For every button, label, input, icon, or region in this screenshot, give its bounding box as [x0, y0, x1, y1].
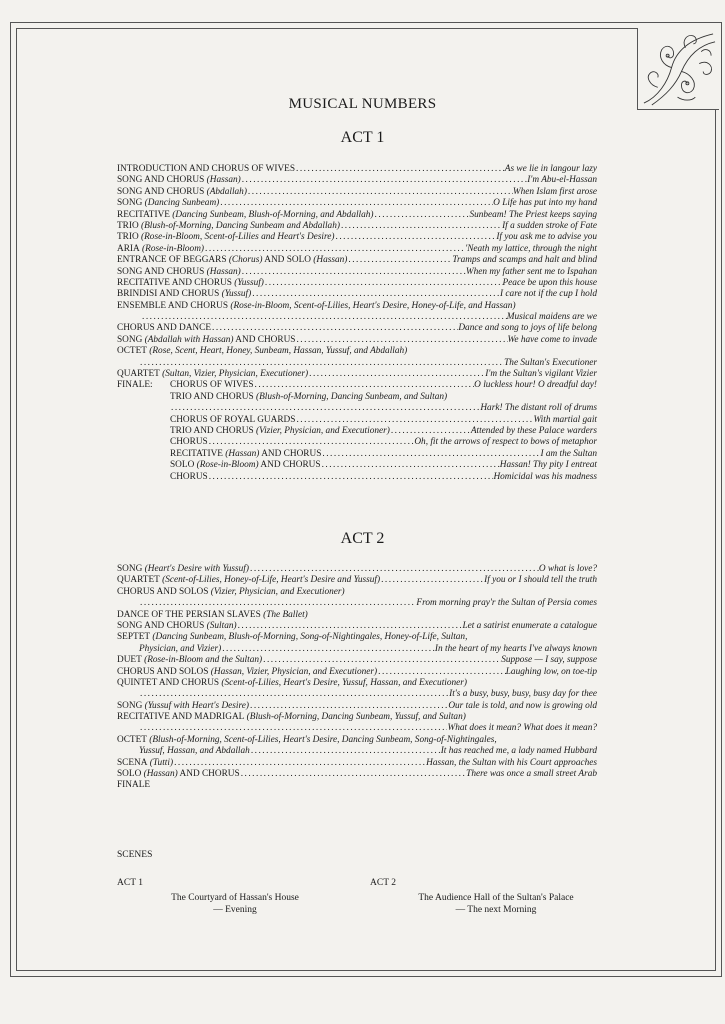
- number-performers: (Rose-in-Bloom, Scent-of-Lilies, Heart's Desire, Honey-of-Life, and Hassan): [228, 300, 516, 311]
- number-performers: (Rose-in-Bloom, Scent-of-Lilies and Heart's Desire): [138, 232, 335, 243]
- scene-act2-time: — The next Morning: [455, 905, 537, 915]
- number-title: [117, 678, 467, 688]
- number-first-line: Attended by these Palace warders: [470, 425, 597, 436]
- number-performers: (Vizier, Physician, and Executioner): [253, 425, 390, 436]
- act2-number-row: [117, 644, 597, 655]
- number-performers: (Rose-in-Bloom): [194, 460, 259, 471]
- number-first-line: Laughing low, on toe-tip: [505, 666, 597, 677]
- number-title: [170, 460, 321, 471]
- number-first-line: O Life has put into my hand: [493, 198, 597, 209]
- number-type: FINALE: [117, 780, 151, 791]
- number-title: [117, 701, 249, 712]
- dot-leader: [221, 644, 435, 655]
- number-performers: (Dancing Sunbeam, Blush-of-Morning, and Abdallah): [169, 209, 374, 220]
- dot-leader: [204, 244, 465, 255]
- number-type: RECITATIVE AND MADRIGAL: [117, 712, 245, 723]
- dot-leader: [295, 164, 505, 175]
- act2-musical-numbers-list: [117, 564, 597, 792]
- number-first-line: I'm the Sultan's vigilant Vizier: [485, 369, 597, 380]
- number-first-line: I'm Abu-el-Hassan: [527, 175, 597, 186]
- number-type: SCENA: [117, 757, 148, 768]
- number-performers: (The Ballet): [260, 609, 308, 620]
- act2-number-row: [117, 701, 597, 712]
- act2-number-row: [117, 575, 597, 586]
- number-first-line: Sunbeam! The Priest keeps saying: [469, 209, 597, 220]
- dot-leader: [139, 723, 447, 734]
- act1-number-row: [117, 164, 597, 175]
- number-first-line: I care not if the cup I hold: [500, 289, 597, 300]
- act1-number-row: [117, 267, 597, 278]
- act1-number-row: [117, 380, 597, 391]
- act2-number-row: [117, 632, 597, 643]
- number-type: CHORUS OF WIVES: [170, 380, 254, 391]
- number-type: QUINTET AND CHORUS: [117, 677, 220, 688]
- act1-number-row: [117, 426, 597, 437]
- dot-leader: [249, 701, 448, 712]
- act2-number-row: [117, 689, 597, 700]
- number-type: SONG: [117, 700, 143, 711]
- number-performers: (Tutti): [147, 757, 174, 768]
- act1-number-row: [117, 278, 597, 289]
- number-title: [117, 735, 497, 745]
- number-type: CHORUS: [170, 471, 208, 482]
- number-performers: (Hassan): [204, 175, 241, 186]
- dot-leader: [241, 175, 528, 186]
- number-title: [117, 575, 380, 586]
- act2-number-row: [117, 723, 597, 734]
- number-type: RECITATIVE AND CHORUS: [117, 277, 232, 288]
- dot-leader: [173, 758, 426, 769]
- number-performers: (Abdallah): [204, 186, 247, 197]
- finale-label: FINALE:: [117, 380, 153, 391]
- number-type-extra: AND CHORUS: [233, 334, 296, 345]
- number-type: TRIO AND CHORUS: [170, 425, 254, 436]
- number-first-line: When my father sent me to Ispahan: [465, 266, 597, 277]
- number-performers: (Sultan): [204, 620, 237, 631]
- number-type: INTRODUCTION AND CHORUS OF WIVES: [117, 164, 296, 174]
- number-type-extra: AND CHORUS: [259, 448, 322, 459]
- number-title: [170, 449, 321, 460]
- number-type: SONG AND CHORUS: [117, 620, 205, 631]
- number-title: [117, 278, 264, 289]
- number-type: SONG AND CHORUS: [117, 186, 205, 197]
- number-first-line: The Sultan's Executioner: [504, 357, 597, 368]
- number-performers: (Blush-of-Morning, Dancing Sunbeam, Yussuf, and Sultan): [244, 712, 466, 723]
- number-type: SONG: [117, 198, 143, 209]
- dot-leader: [295, 415, 533, 426]
- scenes-heading: SCENES: [117, 850, 153, 860]
- act1-number-row: [117, 335, 597, 346]
- number-performers: (Chorus): [226, 255, 263, 266]
- number-title: [117, 187, 247, 198]
- act1-number-row: [117, 392, 597, 403]
- act1-heading: ACT 1: [340, 129, 385, 146]
- number-type: ENTRANCE OF BEGGARS: [117, 255, 227, 266]
- number-title: [117, 632, 467, 642]
- act2-number-row: [117, 587, 597, 598]
- number-first-line: It's a busy, busy, busy, busy day for thee: [449, 689, 597, 700]
- number-first-line: It has reached me, a lady named Hubbard: [440, 746, 597, 757]
- number-first-line: What does it mean? What does it mean?: [447, 723, 597, 734]
- number-first-line: From morning pray'r the Sultan of Persia comes: [416, 598, 597, 609]
- dot-leader: [139, 598, 416, 609]
- act2-number-row: [117, 667, 597, 678]
- dot-leader: [390, 426, 471, 437]
- dot-leader: [141, 312, 507, 323]
- number-performers-extra: (Hassan): [310, 255, 348, 266]
- dot-leader: [254, 380, 475, 391]
- dot-leader: [237, 621, 463, 632]
- number-title: [170, 415, 295, 426]
- act1-number-row: [117, 210, 597, 221]
- number-performers: (Dancing Sunbeam, Blush-of-Morning, Song-of-Nightingales, Honey-of-Life, Sultan,: [150, 632, 468, 643]
- number-title: [117, 667, 377, 678]
- act1-number-row: [117, 255, 597, 266]
- act1-number-row: [117, 460, 597, 471]
- act1-number-row: [117, 449, 597, 460]
- act1-number-row: [117, 346, 597, 357]
- number-title: [117, 610, 308, 620]
- number-type: TRIO: [117, 232, 139, 243]
- act2-number-row: [117, 769, 597, 780]
- number-title: [117, 335, 295, 346]
- act1-number-row: [117, 301, 597, 312]
- number-title: [117, 769, 240, 780]
- number-title: [170, 392, 447, 402]
- number-first-line: With martial gait: [533, 414, 597, 425]
- number-first-line: I am the Sultan: [540, 448, 597, 459]
- number-first-line: Oh, fit the arrows of respect to bows of metaphor: [414, 437, 597, 448]
- act1-number-row: [117, 437, 597, 448]
- act2-number-row: [117, 564, 597, 575]
- number-type: RECITATIVE: [170, 448, 223, 459]
- act1-number-row: [117, 323, 597, 334]
- number-first-line: Musical maidens are we: [506, 312, 597, 323]
- act2-number-row: [117, 712, 597, 723]
- act1-number-row: [117, 415, 597, 426]
- number-performers: (Blush-of-Morning, Scent-of-Lilies, Heart's Desire, Dancing Sunbeam, Song-of-Nightingales,: [146, 734, 497, 745]
- number-first-line: Let a satirist enumerate a catalogue: [462, 620, 597, 631]
- dot-leader: [377, 667, 506, 678]
- number-first-line: As we lie in langour lazy: [504, 164, 597, 174]
- number-title: [117, 289, 251, 300]
- scene-act2-setting: The Audience Hall of the Sultan's Palace: [418, 893, 574, 903]
- number-title: [117, 175, 241, 186]
- number-performers: (Scent-of-Lilies, Heart's Desire, Yussuf, Hassan, and Executioner): [219, 677, 468, 688]
- number-first-line: Hassan, the Sultan with his Court approaches: [426, 757, 597, 768]
- act1-musical-numbers-list: [117, 164, 597, 483]
- number-title: [117, 621, 237, 632]
- dot-leader: [335, 232, 497, 243]
- number-title: [117, 301, 516, 311]
- act2-number-row: [117, 758, 597, 769]
- act1-number-row: [117, 244, 597, 255]
- act1-number-row: [117, 472, 597, 483]
- number-title: [117, 369, 308, 380]
- number-performers: Yussuf, Hassan, and Abdallah: [139, 746, 250, 757]
- number-type: SEPTET: [117, 632, 151, 643]
- number-performers: (Sultan, Vizier, Physician, Executioner): [159, 369, 309, 380]
- dot-leader: [251, 289, 500, 300]
- number-first-line: O what is love?: [538, 564, 597, 574]
- act2-number-row: [117, 655, 597, 666]
- number-title: [117, 323, 211, 334]
- number-performers: Physician, and Vizier): [139, 643, 222, 654]
- number-title: [117, 712, 466, 722]
- number-type: DANCE OF THE PERSIAN SLAVES: [117, 609, 261, 620]
- number-performers: (Yussuf): [219, 289, 252, 300]
- number-first-line: Our tale is told, and now is growing old: [448, 700, 597, 711]
- number-title: [117, 380, 254, 391]
- number-first-line: In the heart of my hearts I've always known: [434, 643, 597, 654]
- number-type: QUARTET: [117, 369, 160, 380]
- act2-number-row: [117, 610, 597, 621]
- number-type: SOLO: [170, 460, 195, 471]
- number-performers: (Abdallah with Hassan): [142, 334, 234, 345]
- scene-act2-description: [396, 892, 596, 916]
- number-type: QUARTET: [117, 575, 160, 586]
- number-first-line: 'Neath my lattice, through the night: [465, 243, 597, 254]
- number-first-line: Peace be upon this house: [502, 277, 597, 288]
- number-performers: (Hassan): [141, 769, 178, 780]
- act1-number-row: [117, 312, 597, 323]
- dot-leader: [262, 655, 501, 666]
- act2-number-row: [117, 780, 597, 791]
- scene-act1-time: — Evening: [213, 905, 257, 915]
- number-performers: (Rose, Scent, Heart, Honey, Sunbeam, Hassan, Yussuf, and Abdallah): [146, 346, 408, 357]
- number-title: [117, 780, 150, 790]
- act2-number-row: [117, 678, 597, 689]
- act1-number-row: [117, 187, 597, 198]
- dot-leader: [249, 564, 539, 575]
- number-title: [117, 232, 335, 243]
- number-first-line: Homicidal was his madness: [493, 471, 597, 482]
- number-type: TRIO: [117, 220, 139, 231]
- number-performers: (Heart's Desire with Yussuf): [142, 564, 249, 574]
- number-title: [117, 244, 204, 255]
- number-first-line: O luckless hour! O dreadful day!: [474, 380, 597, 391]
- act2-number-row: [117, 598, 597, 609]
- dot-leader: [240, 769, 466, 780]
- number-type: TRIO AND CHORUS: [170, 391, 254, 402]
- scene-act1-setting: The Courtyard of Hassan's House: [171, 893, 299, 903]
- number-title: [117, 210, 374, 221]
- dot-leader: [308, 369, 485, 380]
- number-first-line: Tramps and scamps and halt and blind: [452, 255, 597, 266]
- dot-leader: [321, 460, 500, 471]
- number-type: RECITATIVE: [117, 209, 170, 220]
- number-title: [117, 587, 345, 597]
- number-title: [170, 472, 208, 483]
- dot-leader: [139, 358, 504, 369]
- dot-leader: [241, 267, 466, 278]
- number-title: [170, 426, 390, 437]
- number-first-line: If a sudden stroke of Fate: [502, 220, 597, 231]
- act1-number-row: [117, 369, 597, 380]
- number-performers: (Hassan): [222, 448, 260, 459]
- number-title: [117, 255, 347, 266]
- number-performers: (Rose-in-Bloom): [139, 243, 205, 254]
- number-type: CHORUS OF ROYAL GUARDS: [170, 414, 296, 425]
- number-type: SONG: [117, 564, 143, 574]
- number-performers: (Hassan): [204, 266, 241, 277]
- number-type: CHORUS AND SOLOS: [117, 586, 209, 597]
- number-first-line: We have come to invade: [507, 334, 597, 345]
- number-type: CHORUS AND SOLOS: [117, 666, 209, 677]
- dot-leader: [264, 278, 503, 289]
- act2-heading: ACT 2: [340, 530, 385, 547]
- number-first-line: Dance and song to joys of life belong: [458, 323, 597, 334]
- number-title: [117, 164, 295, 175]
- page-title: MUSICAL NUMBERS: [288, 96, 437, 112]
- dot-leader: [219, 198, 493, 209]
- act1-number-row: [117, 289, 597, 300]
- act1-number-row: [117, 232, 597, 243]
- dot-leader: [208, 472, 494, 483]
- number-type-extra: AND CHORUS: [177, 769, 240, 780]
- dot-leader: [208, 437, 415, 448]
- scene-act1-description: [150, 892, 320, 916]
- dot-leader: [340, 221, 502, 232]
- number-type: DUET: [117, 655, 142, 666]
- number-title: [117, 564, 249, 575]
- number-first-line: If you ask me to advise you: [496, 232, 597, 243]
- number-performers: (Vizier, Physician, and Executioner): [208, 586, 345, 597]
- dot-leader: [321, 449, 540, 460]
- act1-number-row: [117, 221, 597, 232]
- act1-number-row: [117, 358, 597, 369]
- number-title: [117, 346, 407, 356]
- number-performers: (Scent-of-Lilies, Honey-of-Life, Heart's Desire and Yussuf): [159, 575, 381, 586]
- number-title: [117, 267, 241, 278]
- number-title: [117, 758, 173, 769]
- number-type: SOLO: [117, 769, 142, 780]
- number-type-extra: AND CHORUS: [258, 460, 321, 471]
- number-performers: (Yussuf with Heart's Desire): [142, 700, 249, 711]
- number-first-line: When Islam first arose: [512, 186, 597, 197]
- number-type: SONG: [117, 334, 143, 345]
- scene-act1-label: ACT 1: [117, 878, 143, 888]
- dot-leader: [295, 335, 507, 346]
- number-title: [117, 198, 219, 209]
- number-title: [139, 746, 250, 757]
- number-type: BRINDISI AND CHORUS: [117, 289, 220, 300]
- dot-leader: [347, 255, 452, 266]
- dot-leader: [139, 689, 449, 700]
- number-performers: (Rose-in-Bloom and the Sultan): [141, 655, 263, 666]
- number-type: SONG AND CHORUS: [117, 266, 205, 277]
- scene-act2-label: ACT 2: [370, 878, 396, 888]
- act1-number-row: [117, 198, 597, 209]
- number-title: [117, 655, 262, 666]
- number-title: [139, 644, 221, 655]
- number-performers: (Yussuf): [231, 277, 264, 288]
- number-title: [117, 221, 340, 232]
- number-title: [170, 437, 208, 448]
- dot-leader: [380, 575, 484, 586]
- number-first-line: Suppose — I say, suppose: [501, 655, 597, 666]
- number-type: SONG AND CHORUS: [117, 175, 205, 186]
- number-performers: (Blush-of-Morning, Dancing Sunbeam and Abdallah): [138, 220, 340, 231]
- dot-leader: [211, 323, 458, 334]
- act2-number-row: [117, 621, 597, 632]
- number-first-line: There was once a small street Arab: [466, 769, 597, 780]
- number-type: ARIA: [117, 243, 140, 254]
- dot-leader: [170, 403, 480, 414]
- act1-number-row: [117, 403, 597, 414]
- number-type: ENSEMBLE AND CHORUS: [117, 300, 229, 311]
- dot-leader: [250, 746, 441, 757]
- number-type-extra: AND SOLO: [262, 255, 311, 266]
- number-performers: (Blush-of-Morning, Dancing Sunbeam, and Sultan): [253, 391, 448, 402]
- number-type: CHORUS: [170, 437, 208, 448]
- number-type: OCTET: [117, 734, 147, 745]
- number-type: CHORUS AND DANCE: [117, 323, 212, 334]
- dot-leader: [247, 187, 513, 198]
- number-performers: (Dancing Sunbeam): [142, 198, 220, 209]
- act1-number-row: [117, 175, 597, 186]
- number-first-line: If you or I should tell the truth: [484, 575, 597, 586]
- act2-number-row: [117, 746, 597, 757]
- number-type: OCTET: [117, 346, 147, 357]
- dot-leader: [374, 210, 470, 221]
- number-first-line: Hassan! Thy pity I entreat: [499, 460, 597, 471]
- number-first-line: Hark! The distant roll of drums: [480, 403, 597, 414]
- act2-number-row: [117, 735, 597, 746]
- number-performers: (Hassan, Vizier, Physician, and Executioner): [208, 666, 378, 677]
